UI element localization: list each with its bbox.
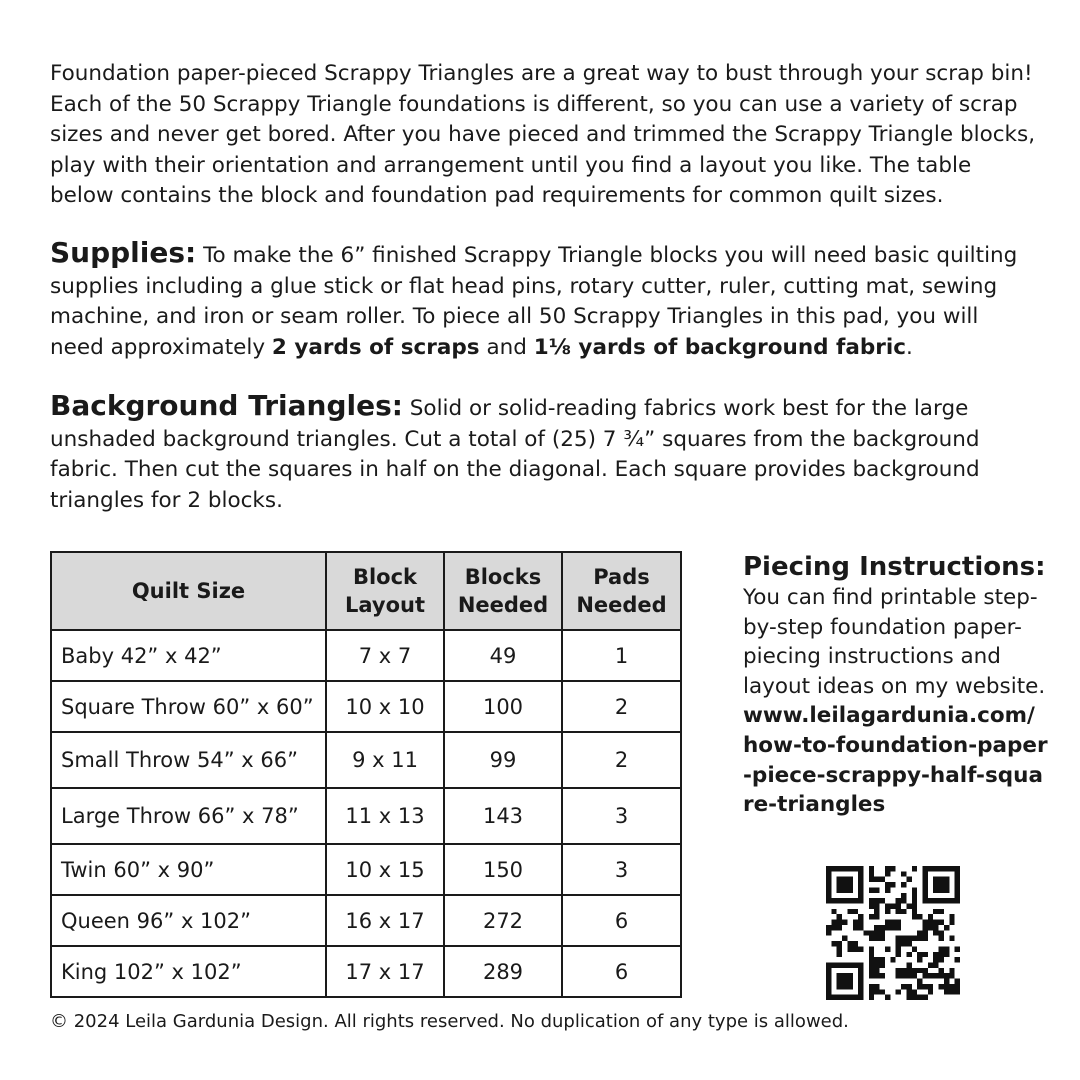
row-quilt-size: Small Throw 54” x 66” xyxy=(51,732,326,788)
supplies-section xyxy=(50,238,1030,363)
table-row xyxy=(51,788,681,844)
piecing-instructions-heading: Piecing Instructions: xyxy=(743,552,1046,582)
row-block-layout: 10 x 10 xyxy=(326,681,444,732)
table-row xyxy=(51,844,681,895)
row-blocks-needed: 99 xyxy=(444,732,562,788)
row-block-layout: 11 x 13 xyxy=(326,788,444,844)
table-row xyxy=(51,895,681,946)
copyright-notice: © 2024 Leila Gardunia Design. All rights reserved. No duplication of any type is allowed. xyxy=(50,1011,849,1032)
row-quilt-size: Large Throw 66” x 78” xyxy=(51,788,326,844)
table-row xyxy=(51,681,681,732)
row-quilt-size: King 102” x 102” xyxy=(51,946,326,997)
row-blocks-needed: 143 xyxy=(444,788,562,844)
row-pads-needed: 6 xyxy=(562,895,681,946)
row-block-layout: 10 x 15 xyxy=(326,844,444,895)
row-pads-needed: 3 xyxy=(562,788,681,844)
header-quilt-size xyxy=(51,552,326,630)
row-pads-needed: 1 xyxy=(562,630,681,681)
row-pads-needed: 3 xyxy=(562,844,681,895)
website-link[interactable]: www.leilagardunia.com/ how-to-foundation-paper-piece-scrappy-half-square-triangles xyxy=(743,703,1048,818)
supplies-heading: Supplies: xyxy=(50,236,197,269)
quilt-size-table xyxy=(50,551,682,998)
piecing-instructions-text: You can find printable step-by-step foundation paper-piecing instructions and layout ideas on my website. xyxy=(743,585,1046,699)
header-pads-needed-line-2: Needed xyxy=(576,593,667,617)
background-triangles-heading: Background Triangles: xyxy=(50,389,403,422)
row-blocks-needed: 100 xyxy=(444,681,562,732)
header-blocks-needed xyxy=(444,552,562,630)
row-blocks-needed: 289 xyxy=(444,946,562,997)
header-blocks-needed-line-2: Needed xyxy=(457,593,549,617)
row-pads-needed: 6 xyxy=(562,946,681,997)
header-blocks-needed-line-1: Blocks xyxy=(464,565,542,589)
header-pads-needed-line-1: Pads xyxy=(593,565,650,589)
header-block-layout xyxy=(326,552,444,630)
row-block-layout: 7 x 7 xyxy=(326,630,444,681)
background-fabric-amount: 1⅛ yards of background fabric xyxy=(533,334,907,360)
row-blocks-needed: 272 xyxy=(444,895,562,946)
row-quilt-size: Queen 96” x 102” xyxy=(51,895,326,946)
supplies-text-3: . xyxy=(906,334,913,360)
header-quilt-size-label: Quilt Size xyxy=(131,579,246,603)
background-triangles-section xyxy=(50,391,1030,516)
table-header-row xyxy=(51,552,681,630)
background-triangles-text: Solid or solid-reading fabrics work best for the large unshaded background triangles. Cut a total of (25) 7 ¾” squares from the background fabric. Then cut the squares in half on the diagonal. Each square provides background triangles for 2 blocks. xyxy=(50,396,980,513)
row-quilt-size: Square Throw 60” x 60” xyxy=(51,681,326,732)
intro-paragraph: Foundation paper-pieced Scrappy Triangles are a great way to bust through your scrap bin! Each of the 50 Scrappy Triangle foundations is different, so you can use a variety of scrap sizes and never get bored. After you have pieced and trimmed the Scrappy Triangle blocks, play with their orientation and arrangement until you find a layout you like. The table below contains the block and foundation pad requirements for common quilt sizes. xyxy=(50,61,1036,209)
supplies-text-2: and xyxy=(479,334,534,360)
row-quilt-size: Baby 42” x 42” xyxy=(51,630,326,681)
row-quilt-size: Twin 60” x 90” xyxy=(51,844,326,895)
scraps-amount: 2 yards of scraps xyxy=(271,334,480,360)
header-block-layout-line-1: Block xyxy=(352,565,418,589)
table-row xyxy=(51,946,681,997)
table-row xyxy=(51,630,681,681)
qr-code[interactable] xyxy=(826,866,960,1000)
row-pads-needed: 2 xyxy=(562,681,681,732)
header-pads-needed xyxy=(562,552,681,630)
row-blocks-needed: 49 xyxy=(444,630,562,681)
supplies-text: To make the 6” finished Scrappy Triangle blocks you will need basic quilting supplies including a glue stick or flat head pins, rotary cutter, ruler, cutting mat, sewing machine, and iron or seam roller. To piece all 50 Scrappy Triangles in this pad, you will need approximately xyxy=(50,243,1018,360)
row-block-layout: 17 x 17 xyxy=(326,946,444,997)
piecing-instructions xyxy=(743,551,1053,820)
row-blocks-needed: 150 xyxy=(444,844,562,895)
row-block-layout: 9 x 11 xyxy=(326,732,444,788)
row-block-layout: 16 x 17 xyxy=(326,895,444,946)
table-row xyxy=(51,732,681,788)
header-block-layout-line-2: Layout xyxy=(344,593,425,617)
row-pads-needed: 2 xyxy=(562,732,681,788)
